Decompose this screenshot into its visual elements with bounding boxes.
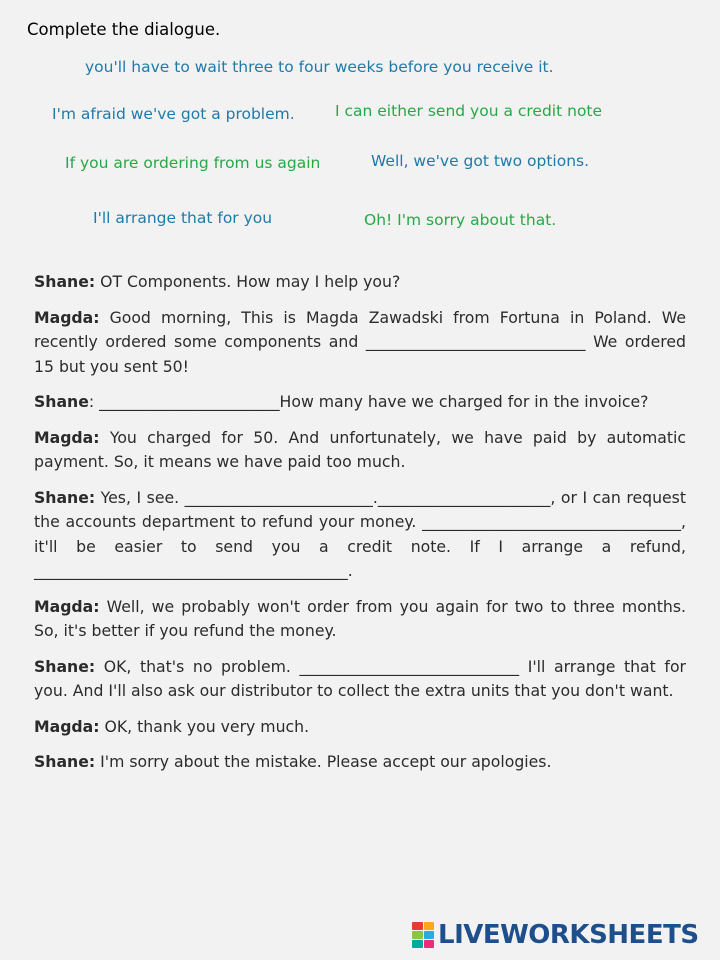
answer-phrase-wait-weeks[interactable]: you'll have to wait three to four weeks before you receive it. [85,58,554,76]
speaker-name: Shane: [34,752,96,771]
dialogue-line [34,390,686,415]
speaker-name: Shane [34,392,89,411]
dialogue-text: Well, we probably won't order from you again for two to three months. So, it's better if you refund the money. [34,596,686,640]
answer-phrase-credit-note[interactable]: I can either send you a credit note [335,102,603,120]
speaker-name: Shane: [34,656,96,676]
logo-tile [424,922,435,930]
speaker-name: Magda: [34,596,100,616]
logo-tile [424,931,435,939]
logo-tile [424,940,435,948]
dialogue [34,270,686,786]
dialogue-line [34,306,686,380]
liveworksheets-logo [412,917,699,953]
answer-phrase-sorry[interactable]: Oh! I'm sorry about that. [364,211,557,229]
logo-tile [412,940,423,948]
dialogue-line [34,655,686,704]
logo-tile [412,931,423,939]
answer-phrase-problem[interactable]: I'm afraid we've got a problem. [52,105,295,123]
dialogue-text: Good morning, This is Magda Zawadski from Fortuna in Poland. We recently ordered some components and ____________________________ We ordered 15 but you sent 50! [34,307,686,376]
dialogue-line [34,270,686,295]
answer-phrase-two-options[interactable]: Well, we've got two options. [371,152,590,170]
dialogue-text: OT Components. How may I help you? [95,272,401,291]
dialogue-text: OK, that's no problem. ____________________________ I'll arrange that for you. And I'll also ask our distributor to collect the extra units that you don't want. [34,656,686,700]
page-title: Complete the dialogue. [27,20,221,39]
answer-phrase-ordering-again[interactable]: If you are ordering from us again [65,154,321,172]
dialogue-line [34,595,686,644]
answer-phrase-arrange[interactable]: I'll arrange that for you [93,209,273,227]
dialogue-text: : _______________________How many have we charged for in the invoice? [88,392,649,411]
speaker-name: Magda: [34,427,100,447]
speaker-name: Shane: [34,487,96,507]
dialogue-text: Yes, I see. ________________________.______________________, or I can request the accounts department to refund your money. _________________________________, it'll be easier to send you a credit note. If I arrange a refund, ________________________________________. [34,487,686,580]
dialogue-line [34,750,686,775]
speaker-name: Shane: [34,272,96,291]
dialogue-text: I'm sorry about the mistake. Please accept our apologies. [95,752,552,771]
dialogue-line [34,715,686,740]
dialogue-line [34,426,686,475]
logo-tile [412,922,423,930]
logo-icon [412,922,434,948]
logo-text: LIVEWORKSHEETS [438,920,699,950]
dialogue-line [34,486,686,584]
speaker-name: Magda: [34,307,100,327]
dialogue-text: OK, thank you very much. [99,716,310,736]
speaker-name: Magda: [34,716,100,736]
dialogue-text: You charged for 50. And unfortunately, we have paid by automatic payment. So, it means we have paid too much. [34,427,686,471]
